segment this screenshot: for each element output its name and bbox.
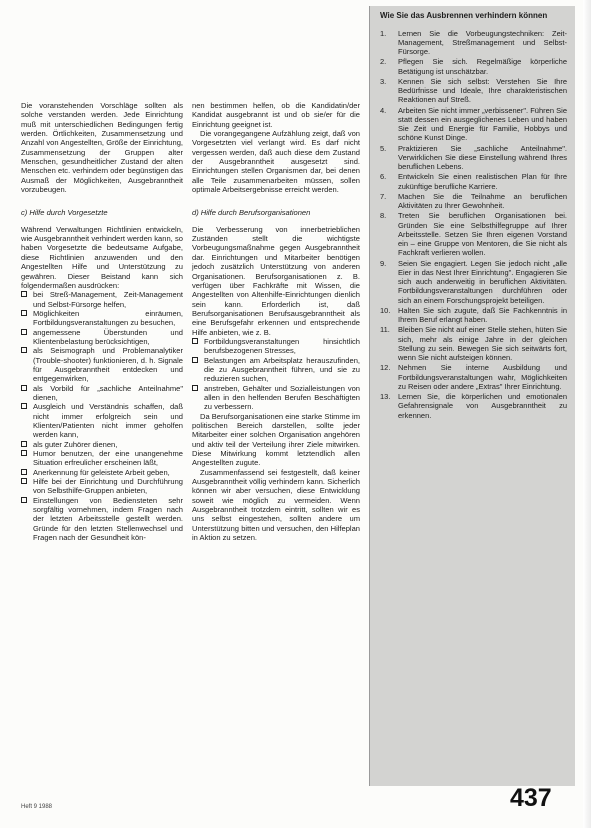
checkbox-square-icon (21, 478, 27, 484)
bullet-text: Ausgleich und Verständnis schaffen, daß nicht immer erfolgreich sein und Klienten/Patienten nicht immer geholfen werden kann, (33, 402, 183, 440)
bullet-text: Hilfe bei der Einrichtung und Durchführung von Selbsthilfe-Gruppen anbieten, (33, 477, 183, 496)
tip-text: Arbeiten Sie nicht immer „verbissener". Führen Sie statt dessen ein ausgeglichenes Leben und haben Sie Zeit und Energie für Familie, Hobbys und schöne Kunst Dinge. (398, 105, 567, 143)
tip-item (380, 392, 567, 420)
tip-text: Pflegen Sie sich. Regelmäßige körperliche Betätigung ist unschätzbar. (398, 57, 567, 76)
col1-bullet-item (21, 328, 183, 347)
checkbox-square-icon (192, 385, 198, 391)
bullet-text: als Seismograph und Problemanalytiker (Trouble-shooter) funktionieren, d. h. Signale für Ausgebranntheit entdecken und entgegenwirken, (33, 346, 183, 384)
checkbox-square-icon (192, 338, 198, 344)
tip-number: 13. (380, 392, 391, 401)
intro-paragraph: Die voranstehenden Vorschläge sollten als solche verstanden werden. Jede Einrichtung muß mit unterschiedlichen Bedingungen fertig werden. Örtlichkeiten, Zusammensetzung und Anzahl von Angestellten, Größe der Einrichtung, Zusammensetzung der Gruppen alter Menschen, gesundheitlicher Zustand der alten Menschen etc. verhindern oder begünstigen das Ausmaß der Möglichkeiten, Ausgebranntheit vorzubeugen. (21, 101, 183, 195)
issue-footer: Heft 9 1988 (21, 804, 53, 810)
prevention-tips-sidebar (369, 6, 575, 786)
checkbox-square-icon (21, 310, 27, 316)
tip-number: 12. (380, 363, 391, 373)
col1-bullet-item (21, 309, 183, 328)
professional-org-paragraph: Die Verbesserung von innerbetrieblichen Zuständen stellt die wichtigste Vorbeugungsmaßnahme gegen Ausgebranntheit dar. Einrichtungen und Mitarbeiter benötigen jedoch zusätzlich Unterstützung von anderen Organisationen. Berufsorganisationen z. B. verfügen über Fachkräfte mit Wissen, die Angestellten von Altenhilfe-Einrichtungen dienlich sein kann. Erforderlich ist, daß Berufsorganisationen Berufsausgebranntheit als eine Berufsgefahr erkennen und entsprechende Hilfe anbieten, wie z. B. (192, 224, 360, 337)
bullet-text: Möglichkeiten einräumen, Fortbildungsveranstaltungen zu besuchen, (33, 308, 183, 328)
tip-item (380, 172, 567, 191)
tip-number: 3. (380, 76, 387, 86)
tip-item (380, 306, 567, 325)
checkbox-square-icon (192, 357, 198, 363)
page-number: 437 (510, 784, 552, 812)
section-heading-c: c) Hilfe durch Vorgesetzte (21, 208, 108, 218)
supervisor-summary-paragraph: Die vorangegangene Aufzählung zeigt, daß von Vorgesetzten viel verlangt wird. Es darf nicht vergessen werden, daß auch diese dem Zustand der Ausgebranntheit ausgesetzt sind. Einrichtungen stellen Organismen dar, bei denen alle Teile zusammenarbeiten müssen, sollen optimale Arbeitsergebnisse erreicht werden. (192, 129, 360, 195)
col1-bullet-item (21, 346, 183, 383)
bullet-text: als Vorbild für „sachliche Anteilnahme" dienen, (33, 383, 183, 402)
tip-item (380, 77, 567, 105)
checkbox-square-icon (21, 329, 27, 335)
tip-text: Lernen Sie die Vorbeugungstechniken: Zeit-Management, Streßmanagement und Selbst-Fürsorge. (398, 28, 567, 56)
tip-text: Praktizieren Sie „sachliche Anteilnahme". Verwirklichen Sie diese Einstellung während Ihres beruflichen Lebens. (398, 143, 567, 171)
supervisor-paragraph: Während Verwaltungen Richtlinien entwickeln, wie Ausgebranntheit verhindert werden kann, so haben Vorgesetzte die bedeutsame Aufgabe, diese Richtlinien anzuwenden und den Angestellten Hilfe und Unterstützung zu gewähren. Dieser Beistand kann sich folgendermaßen ausdrücken: (21, 224, 183, 290)
col1-bullet-item (21, 496, 183, 543)
tip-item (380, 57, 567, 76)
checkbox-square-icon (21, 497, 27, 503)
col1-bullet-item (21, 402, 183, 439)
bullet-text: Anerkennung für geleistete Arbeit geben, (33, 467, 170, 477)
bullet-text: Fortbildungsveranstaltungen hinsichtlich berufsbezogenen Stresses, (204, 336, 360, 356)
tip-item (380, 106, 567, 143)
continuation-paragraph: nen bestimmen helfen, ob die Kandidatin/der Kandidat ausgebrannt ist und ob sie/er für die Einrichtung geeignet ist. (192, 101, 360, 129)
col1-bullet-item (21, 384, 183, 403)
bullet-text: Humor benutzen, der eine unangenehme Situation erfreulicher erscheinen läßt, (33, 449, 183, 468)
tip-text: Machen Sie die Teilnahme an beruflichen Aktivitäten zu Ihrer Gewohnheit. (398, 191, 567, 210)
tip-number: 9. (380, 258, 387, 268)
col1-bullet-item (21, 440, 183, 449)
tip-number: 5. (380, 143, 387, 153)
checkbox-square-icon (21, 347, 27, 353)
tip-item (380, 192, 567, 211)
bullet-text: bei Streß-Management, Zeit-Management und Selbst-Fürsorge helfen, (33, 290, 183, 309)
supervisor-bullet-list (21, 290, 183, 542)
checkbox-square-icon (21, 450, 27, 456)
tip-number: 4. (380, 105, 387, 115)
tip-number: 8. (380, 211, 387, 221)
scan-edge-shadow (583, 0, 591, 828)
section-heading-d: d) Hilfe durch Berufsorganisationen (192, 208, 311, 218)
bullet-text: Einstellungen von Bediensteten sehr sorgfältig vornehmen, indem Fragen nach der letzten Arbeitsstelle gestellt werden. Gründe für den letzten Stellenwechsel und Fragen nach der Gesundheit kön- (33, 495, 183, 543)
tip-number: 10. (380, 305, 391, 315)
tip-item (380, 325, 567, 362)
bullet-text: anstreben, Gehälter und Sozialleistungen von allen in den helfenden Berufen Beschäftigten zu verbessern. (204, 383, 360, 412)
professional-org-bullet-list (192, 337, 360, 412)
tip-text: Bleiben Sie nicht auf einer Stelle stehen, hüten Sie sich, mehr als einige Jahre in der gleichen Stellung zu sein. Bewegen Sie sich seitwärts fort, wenn Sie nicht aufsteigen können. (398, 325, 567, 362)
conclusion-paragraph: Zusammenfassend sei festgestellt, daß keiner Ausgebranntheit völlig verhindern kann. Sicherlich können wir aber versuchen, diese Entwicklung soweit wie möglich zu vermeiden. Wenn Ausgebranntheit trotzdem eintritt, sollten wir es uns selbst eingestehen, sollten andere um Unterstützung bitten und versuchen, den Hilfeplan in Aktion zu setzen. (192, 467, 360, 543)
tips-list (380, 29, 567, 420)
faded-headline-bleedthrough (120, 40, 350, 100)
tip-item (380, 144, 567, 172)
text-column-left (21, 101, 183, 542)
col1-bullet-item (21, 290, 183, 309)
tip-item (380, 29, 567, 57)
tip-text: Entwickeln Sie einen realistischen Plan für Ihre zukünftige berufliche Karriere. (398, 172, 567, 191)
tip-item (380, 211, 567, 257)
checkbox-square-icon (21, 385, 27, 391)
checkbox-square-icon (21, 403, 27, 409)
tip-item (380, 259, 567, 305)
politics-paragraph: Da Berufsorganisationen eine starke Stimme im politischen Bereich darstellen, sollte jeder Mitarbeiter einer solchen Organisation angehören und aktiv teil der Verteilung ihrer Ziele mitwirken. Diese Mitwirkung kommt letztendlich allen Angestellten zugute. (192, 411, 360, 468)
bullet-text: angemessene Überstunden und Klientenbelastung berücksichtigen, (33, 327, 183, 346)
tip-text: Kennen Sie sich selbst: Verstehen Sie Ihre Bedürfnisse und Ideale, Ihre charakteristischen Reaktionen auf Streß. (398, 76, 567, 105)
sidebar-title: Wie Sie das Ausbrennen verhindern können (380, 11, 548, 20)
col1-bullet-item (21, 477, 183, 496)
col1-bullet-item (21, 468, 183, 477)
col2-bullet-item (192, 384, 360, 412)
tip-text: Halten Sie sich zugute, daß Sie Fachkenntnis in Ihrem Beruf erlangt haben. (398, 305, 567, 324)
tip-number: 6. (380, 172, 387, 182)
col2-bullet-item (192, 337, 360, 356)
bullet-text: Belastungen am Arbeitsplatz herauszufinden, die zu Ausgebranntheit führen, und sie zu reduzieren suchen, (204, 355, 360, 384)
col1-bullet-item (21, 449, 183, 468)
tip-number: 2. (380, 57, 387, 67)
text-column-middle (192, 101, 360, 542)
checkbox-square-icon (21, 441, 27, 447)
tip-text: Treten Sie beruflichen Organisationen bei. Gründen Sie eine Selbsthilfegruppe auf Ihrer Arbeitsstelle. Setzen Sie Ihren eigenen Vorstand ein – eine Gruppe von Mentoren, die Sie nicht als Fachkraft verlieren wollen. (398, 211, 567, 258)
bullet-text: als guter Zuhörer dienen, (33, 439, 118, 449)
col2-bullet-item (192, 356, 360, 384)
tip-number: 1. (380, 28, 387, 38)
checkbox-square-icon (21, 469, 27, 475)
checkbox-square-icon (21, 291, 27, 297)
tip-item (380, 363, 567, 391)
tip-number: 7. (380, 191, 387, 201)
tip-text: Seien Sie engagiert. Legen Sie jedoch nicht „alle Eier in das Nest Ihrer Einrichtung". Engagieren Sie sich auch anderweitig in beruflichen Aktivitäten. Fortbildungsveranstaltungen durchführen oder sich an einem Forschungsprojekt beteiligen. (398, 258, 567, 305)
tip-text: Lernen Sie, die körperlichen und emotionalen Gefahrensignale von Ausgebranntheit zu erkennen. (398, 392, 567, 420)
tip-number: 11. (380, 325, 390, 335)
tip-text: Nehmen Sie interne Ausbildung und Fortbildungsveranstaltungen wahr, Möglichkeiten zu Reisen oder andere „Extras" Ihrer Einrichtung. (398, 363, 567, 391)
